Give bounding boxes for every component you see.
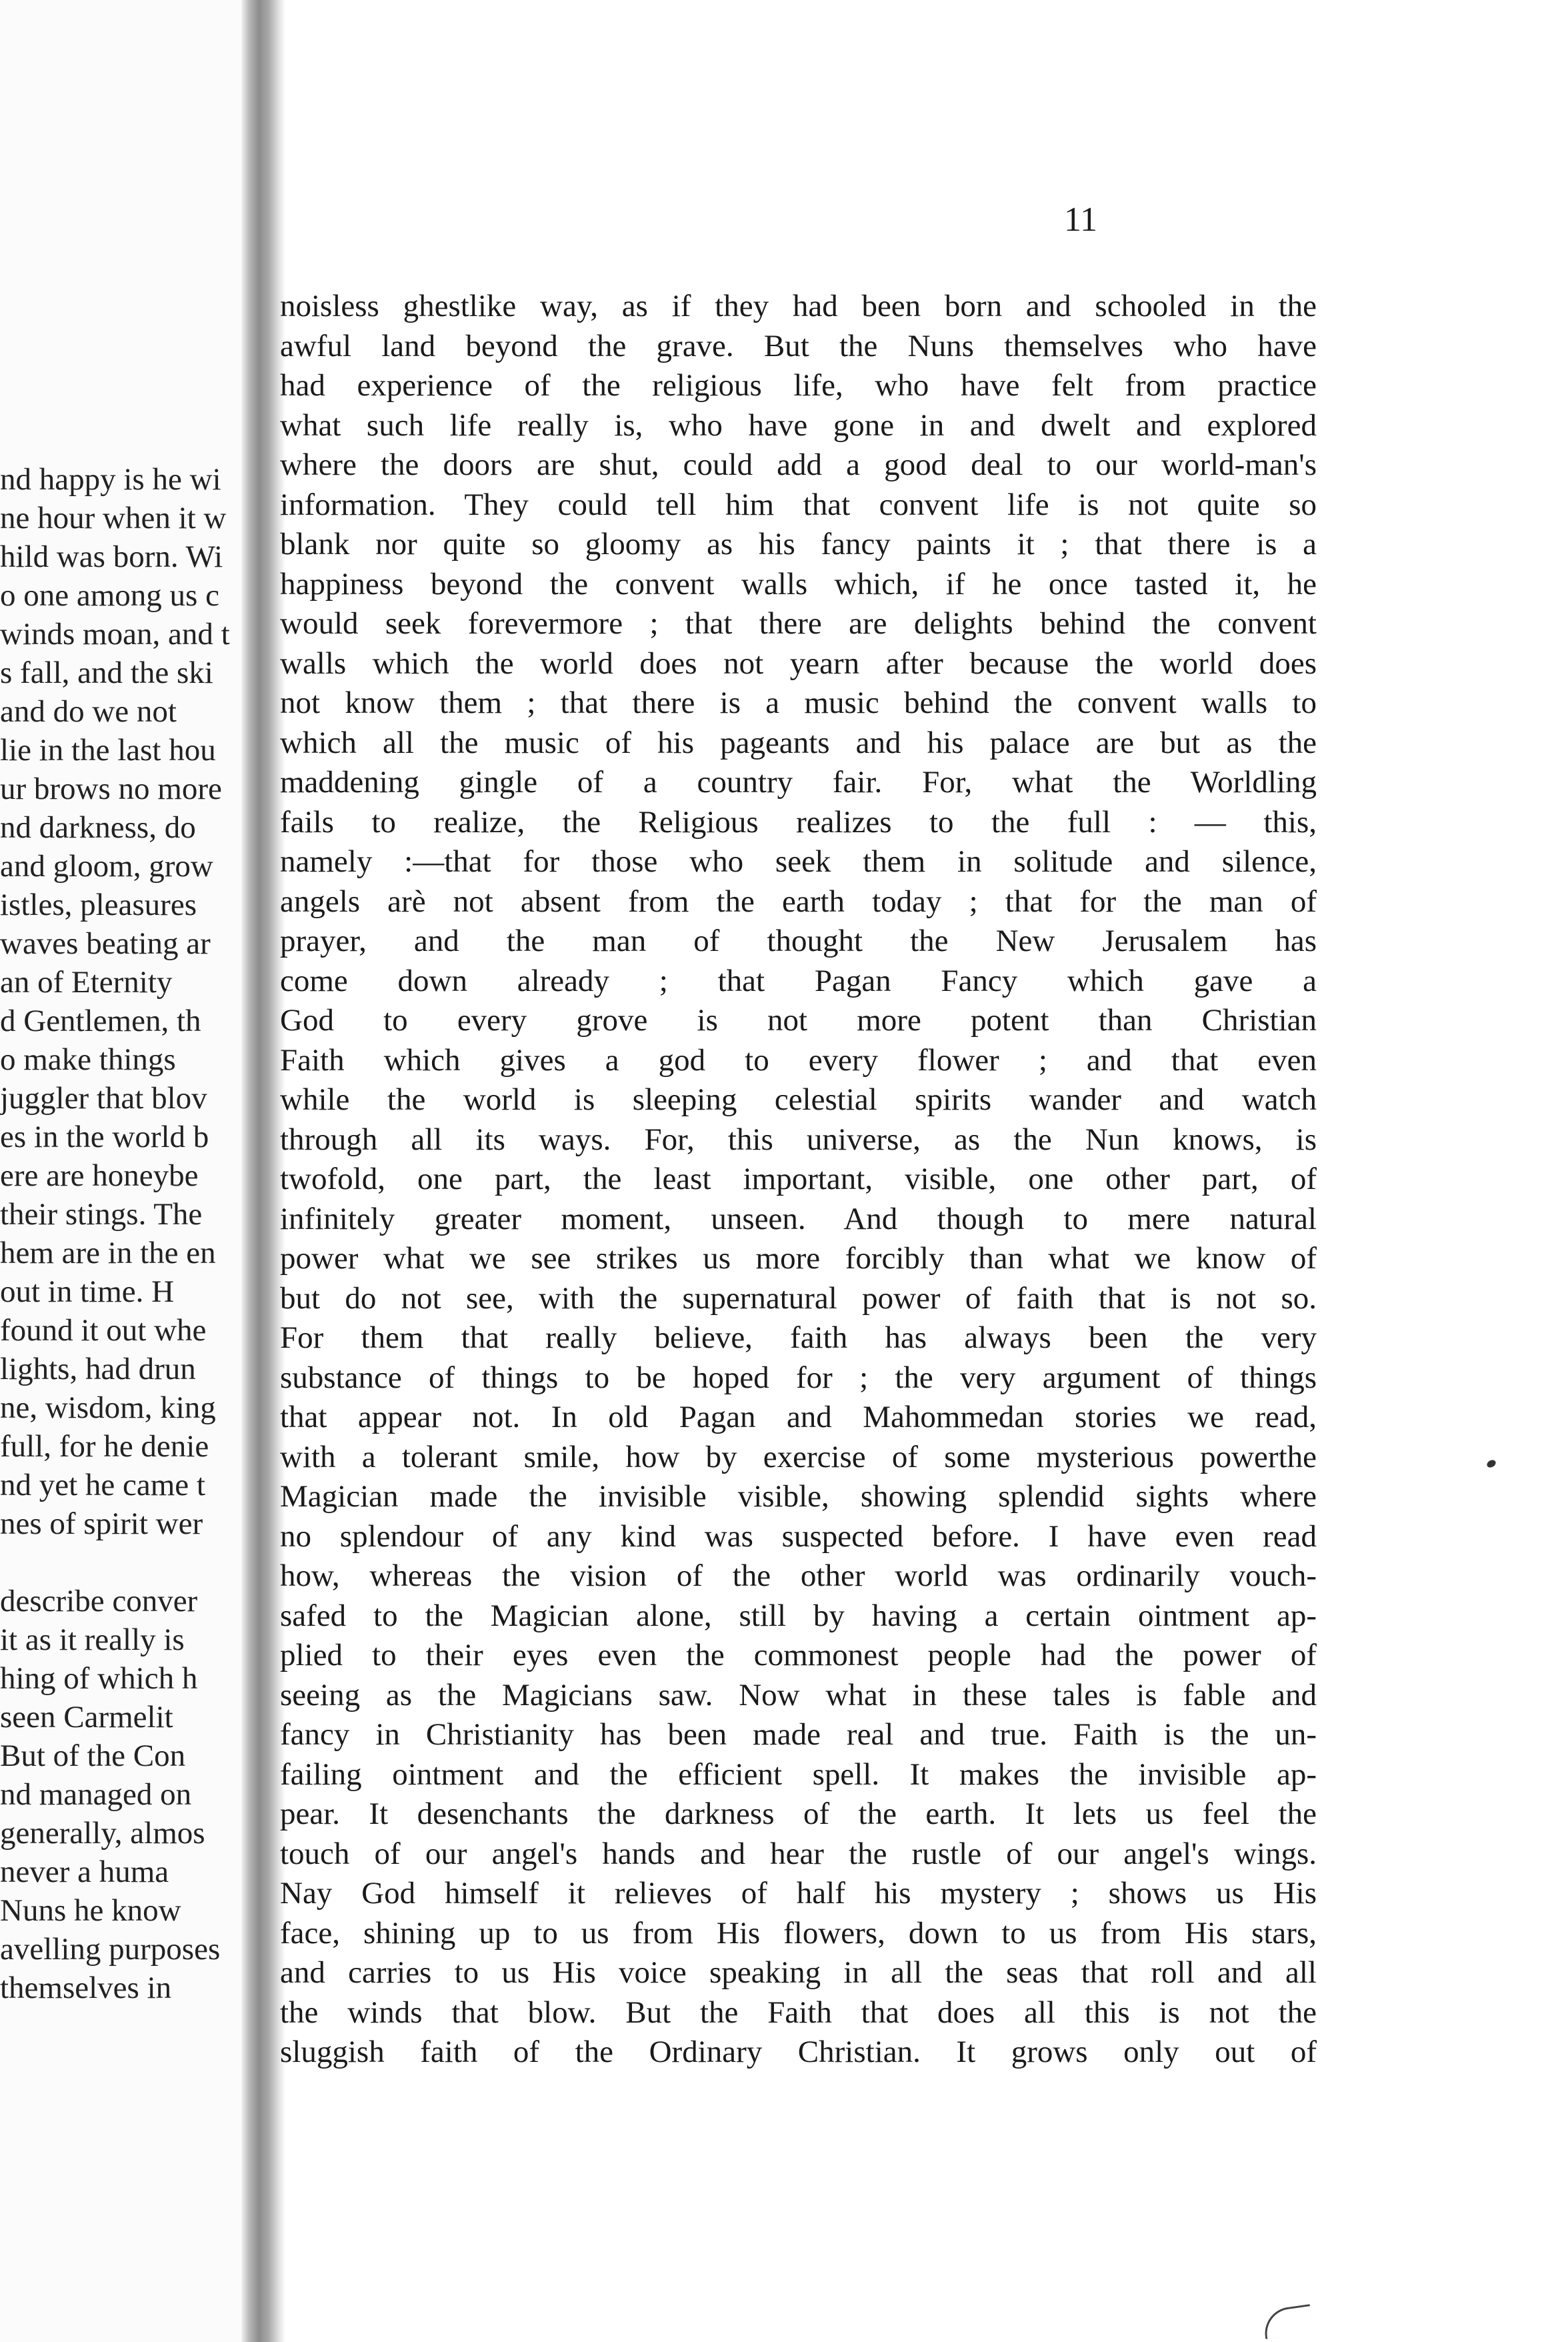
text-line: Magician made the invisible visible, showing splendid sights where: [280, 1479, 1317, 1514]
left-line: full, for he denie: [0, 1429, 209, 1464]
left-line: winds moan, and t: [0, 617, 230, 652]
text-line: namely :—that for those who seek them in solitude and silence,: [280, 844, 1317, 879]
text-line: angels arè not absent from the earth today ; that for the man of: [280, 884, 1317, 919]
left-line: s fall, and the ski: [0, 656, 213, 690]
text-line: not know them ; that there is a music behind the convent walls to: [280, 686, 1317, 720]
text-line: information. They could tell him that convent life is not quite so: [280, 487, 1317, 522]
left-line: generally, almos: [0, 1816, 205, 1851]
left-line: But of the Con: [0, 1738, 186, 1773]
text-line: where the doors are shut, could add a good deal to our world-man's: [280, 447, 1317, 482]
text-line: fails to realize, the Religious realizes to the full : — this,: [280, 804, 1317, 840]
left-line: d Gentlemen, th: [0, 1004, 201, 1038]
left-line: ur brows no more: [0, 772, 222, 806]
text-line: would seek forevermore ; that there are delights behind the convent: [280, 606, 1317, 641]
text-line: while the world is sleeping celestial spirits wander and watch: [280, 1082, 1317, 1117]
page-number: 11: [1064, 201, 1098, 239]
text-line: walls which the world does not yearn after because the world does: [280, 646, 1317, 681]
left-line: waves beating ar: [0, 926, 211, 961]
left-line: themselves in: [0, 1971, 172, 2005]
text-line: power what we see strikes us more forcibly than what we know of: [280, 1241, 1317, 1276]
text-line: prayer, and the man of thought the New Jerusalem has: [280, 924, 1317, 958]
text-line: and carries to us His voice speaking in all the seas that roll and all: [280, 1955, 1317, 1990]
left-line: nes of spirit wer: [0, 1506, 203, 1541]
text-line: no splendour of any kind was suspected before. I have even read: [280, 1518, 1317, 1554]
text-line: sluggish faith of the Ordinary Christian. It grows only out of: [280, 2035, 1317, 2069]
text-line: seeing as the Magicians saw. Now what in these tales is fable and: [280, 1677, 1317, 1712]
left-line: it as it really is: [0, 1622, 185, 1657]
left-line: lie in the last hou: [0, 733, 216, 768]
left-line: hild was born. Wi: [0, 539, 223, 574]
left-line: ne, wisdom, king: [0, 1390, 216, 1425]
left-line: lights, had drun: [0, 1352, 196, 1386]
text-line: which all the music of his pageants and his palace are but as the: [280, 725, 1317, 760]
text-line: safed to the Magician alone, still by having a certain ointment ap-: [280, 1598, 1317, 1633]
left-line: and gloom, grow: [0, 849, 213, 884]
left-line: describe conver: [0, 1584, 198, 1618]
left-line: and do we not: [0, 694, 177, 729]
text-line: through all its ways. For, this universe, as the Nun knows, is: [280, 1122, 1317, 1157]
text-line: plied to their eyes even the commonest people had the power of: [280, 1638, 1317, 1672]
left-line: nd yet he came t: [0, 1468, 205, 1502]
left-line: out in time. H: [0, 1274, 175, 1309]
text-line: come down already ; that Pagan Fancy which gave a: [280, 963, 1317, 998]
text-line: failing ointment and the efficient spell. It makes the invisible ap-: [280, 1756, 1317, 1792]
text-line: Nay God himself it relieves of half his mystery ; shows us His: [280, 1876, 1317, 1911]
text-line: but do not see, with the supernatural power of faith that is not so.: [280, 1280, 1317, 1316]
text-line: with a tolerant smile, how by exercise of some mysterious powerthe: [280, 1439, 1317, 1474]
text-line: awful land beyond the grave. But the Nuns themselves who have: [280, 328, 1317, 363]
text-line: had experience of the religious life, who have felt from practice: [280, 368, 1317, 403]
left-line: their stings. The: [0, 1197, 203, 1232]
text-line: how, whereas the vision of the other world was ordinarily vouch-: [280, 1558, 1317, 1593]
text-line: that appear not. In old Pagan and Mahommedan stories we read,: [280, 1400, 1317, 1434]
text-line: touch of our angel's hands and hear the rustle of our angel's wings.: [280, 1836, 1317, 1871]
left-line: an of Eternity: [0, 965, 173, 1000]
left-line: nd happy is he wi: [0, 462, 221, 497]
text-line: the winds that blow. But the Faith that does all this is not the: [280, 1995, 1317, 2030]
left-line: nd darkness, do: [0, 810, 196, 845]
left-line: ne hour when it w: [0, 501, 227, 535]
text-line: infinitely greater moment, unseen. And though to mere natural: [280, 1201, 1317, 1236]
left-line: o make things: [0, 1042, 176, 1077]
left-line: nd managed on: [0, 1777, 192, 1812]
left-line: found it out whe: [0, 1313, 207, 1348]
text-line: For them that really believe, faith has always been the very: [280, 1320, 1317, 1355]
left-line: hing of which h: [0, 1661, 198, 1696]
text-line: noisless ghestlike way, as if they had been born and schooled in the: [280, 289, 1317, 323]
left-line: hem are in the en: [0, 1236, 216, 1270]
left-line: juggler that blov: [0, 1081, 207, 1116]
text-line: what such life really is, who have gone in and dwelt and explored: [280, 407, 1317, 443]
left-line: o one among us c: [0, 578, 219, 613]
text-line: happiness beyond the convent walls which, if he once tasted it, he: [280, 566, 1317, 602]
text-line: face, shining up to us from His flowers, down to us from His stars,: [280, 1915, 1317, 1951]
text-line: maddening gingle of a country fair. For, what the Worldling: [280, 765, 1317, 800]
book-gutter-shadow: [241, 0, 285, 2342]
left-page-fragment: [0, 0, 263, 2342]
left-line: avelling purposes: [0, 1932, 221, 1967]
left-line: Nuns he know: [0, 1893, 181, 1928]
text-line: God to every grove is not more potent than Christian: [280, 1003, 1317, 1038]
text-line: Faith which gives a god to every flower ; and that even: [280, 1042, 1317, 1078]
left-line: seen Carmelit: [0, 1700, 173, 1734]
body-text: [280, 287, 1317, 2073]
text-line: blank nor quite so gloomy as his fancy paints it ; that there is a: [280, 527, 1317, 561]
text-line: pear. It desenchants the darkness of the earth. It lets us feel the: [280, 1797, 1317, 1831]
text-line: substance of things to be hoped for ; the very argument of things: [280, 1360, 1317, 1395]
text-line: fancy in Christianity has been made real and true. Faith is the un-: [280, 1717, 1317, 1752]
left-line: ere are honeybe: [0, 1158, 199, 1193]
left-line: never a huma: [0, 1855, 169, 1889]
left-line: istles, pleasures: [0, 888, 197, 922]
text-line: twofold, one part, the least important, visible, one other part, of: [280, 1162, 1317, 1196]
left-line: es in the world b: [0, 1120, 209, 1154]
